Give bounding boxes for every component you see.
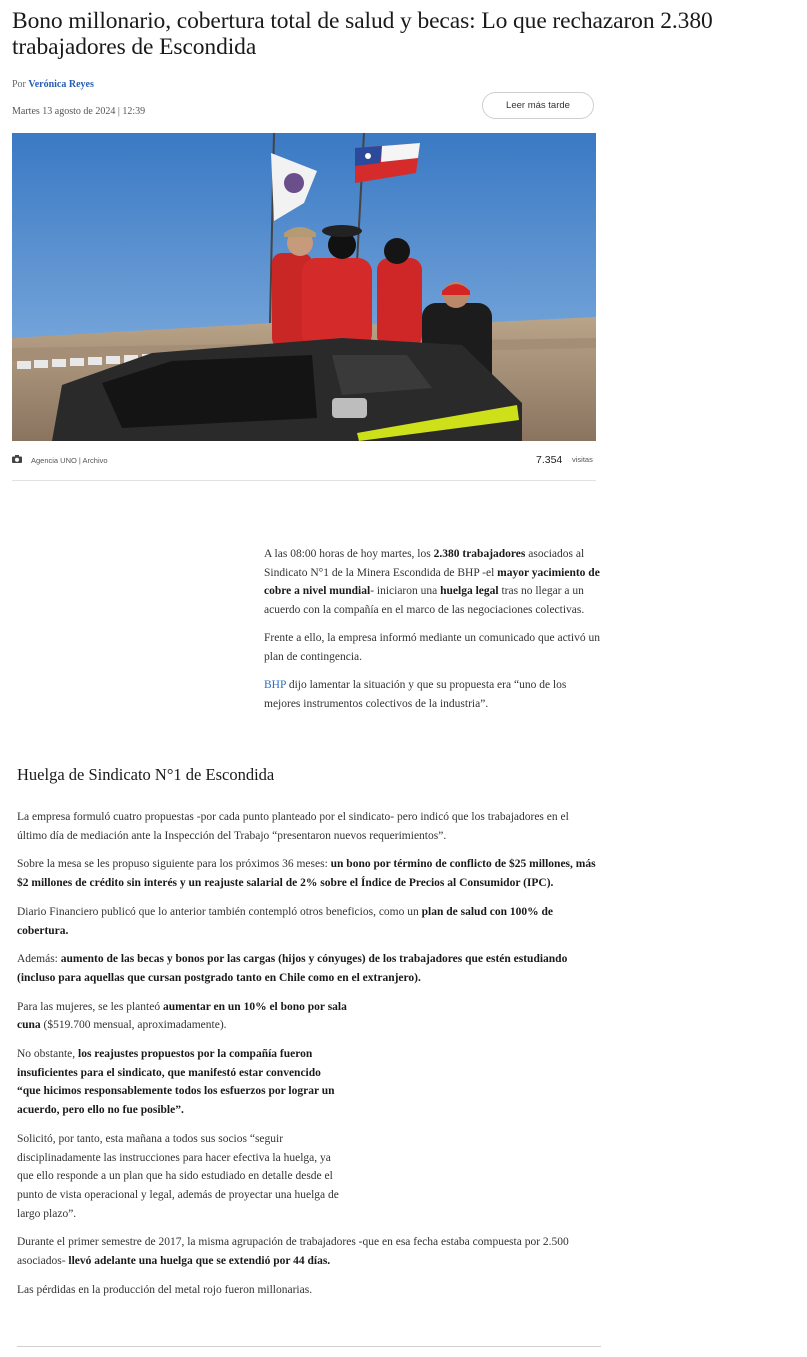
read-later-button[interactable]: Leer más tarde: [482, 92, 594, 119]
section-heading: Huelga de Sindicato N°1 de Escondida: [17, 765, 275, 784]
body-paragraph-4: Además: aumento de las becas y bonos por las cargas (hijos y cónyuges) de los trabajadores que estén estudiando (incluso para aquellas que cursan postgrado tanto en Chile como en el extranjero).: [17, 953, 568, 984]
visits-count: 7.354: [536, 454, 563, 466]
body-paragraph-2: Sobre la mesa se les propuso siguiente para los próximos 36 meses: un bono por término de conflicto de $25 millones, más $2 millones de crédito sin interés y un reajuste salarial de 2% sobre el Índice de Precios al Consumidor (IPC).: [17, 858, 596, 890]
intro-paragraph-3: BHP dijo lamentar la situación y que su propuesta era “uno de los mejores instrumentos colectivos de la industria”.: [264, 679, 567, 710]
body-paragraph-9: Las pérdidas en la producción del metal rojo fueron millonarias.: [17, 1283, 313, 1296]
caption-row: [12, 452, 596, 468]
article-photo: [12, 133, 596, 441]
bottom-divider: [17, 1346, 601, 1347]
intro-column: [264, 545, 602, 723]
camera-icon: [12, 455, 22, 463]
body-paragraph-8: Durante el primer semestre de 2017, la misma agrupación de trabajadores -que en esa fecha estaba compuesta por 2.500 asociados- llevó adelante una huelga que se extendió por 44 días.: [17, 1236, 569, 1268]
article-headline: Bono millonario, cobertura total de salud y becas: Lo que rechazaron 2.380 trabajadores de Escondida: [12, 8, 713, 60]
visits-label: visitas: [572, 455, 593, 464]
body-paragraph-3: Diario Financiero publicó que lo anterior también contempló otros beneficios, como un plan de salud con 100% de cobertura.: [17, 905, 553, 937]
body-paragraph-6: No obstante, los reajustes propuestos por la compañía fueron insuficientes para el sindicato, que manifestó estar convencido “que hicimos responsablemente todos los esfuerzos por lograr un acuerdo, pero ello no fue posible”.: [17, 1048, 335, 1117]
publish-date: Martes 13 agosto de 2024 | 12:39: [12, 106, 146, 117]
body-paragraph-1: La empresa formuló cuatro propuestas -por cada punto planteado por el sindicato- pero indicó que los trabajadores en el último día de mediación ante la Inspección del Trabajo “presentaron nuevos requerimientos”.: [17, 811, 569, 842]
intro-paragraph-2: Frente a ello, la empresa informó mediante un comunicado que activó un plan de contingencia.: [264, 632, 600, 664]
body-paragraph-5: Para las mujeres, se les planteó aumentar en un 10% el bono por sala cuna ($519.700 mensual, aproximadamente).: [17, 1000, 347, 1032]
divider: [12, 480, 596, 481]
article-body: [17, 808, 601, 1309]
byline: [12, 79, 94, 90]
bhp-link[interactable]: BHP: [264, 679, 286, 692]
author-link[interactable]: Verónica Reyes: [28, 79, 94, 90]
intro-paragraph-1: A las 08:00 horas de hoy martes, los 2.380 trabajadores asociados al Sindicato N°1 de la Minera Escondida de BHP -el mayor yacimiento de cobre a nivel mundial- iniciaron una huelga legal tras no llegar a un acuerdo con la compañía en el marco de las negociaciones colectivas.: [264, 548, 600, 617]
body-paragraph-7: Solicitó, por tanto, esta mañana a todos sus socios “seguir disciplinadamente las instrucciones para hacer efectiva la huelga, ya que ello responde a un plan que ha sido estudiado en detalle desde el punto de vista operacional y legal, además de proyectar una huelga de largo plazo”.: [17, 1132, 339, 1220]
byline-prefix: Por: [12, 79, 26, 90]
photo-credit: Agencia UNO | Archivo: [31, 456, 108, 465]
